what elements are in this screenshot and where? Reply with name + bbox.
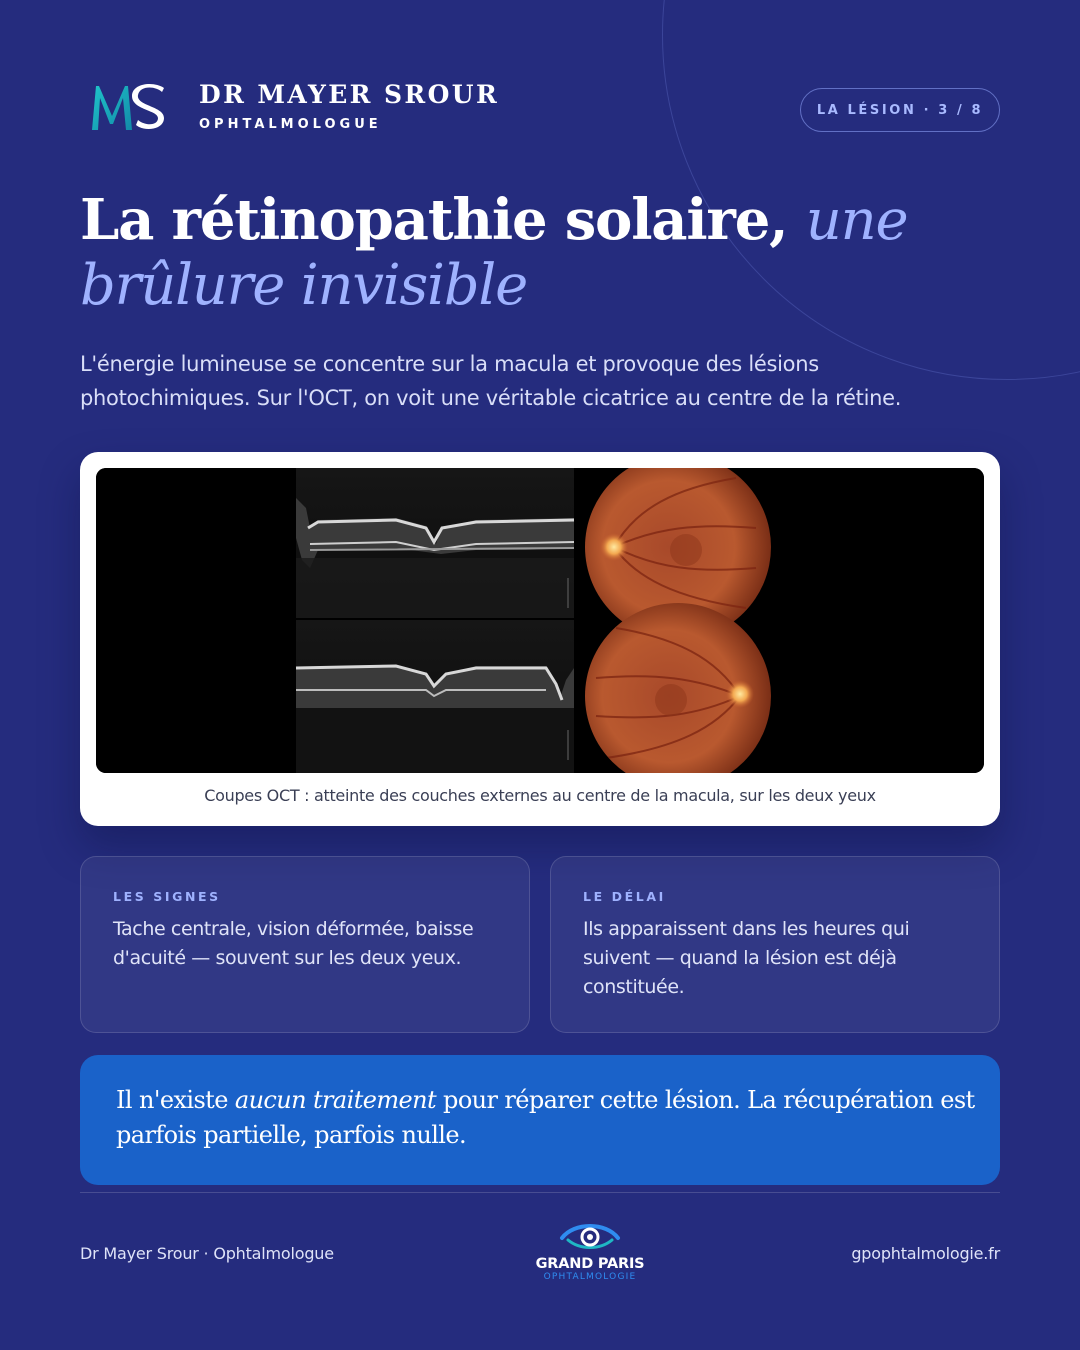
signs-label: LES SIGNES	[113, 889, 221, 904]
signs-card	[80, 856, 530, 1033]
figure-card	[80, 452, 1000, 826]
grand-paris-logo	[520, 1218, 660, 1290]
footer-website-link[interactable]: gpophtalmologie.fr	[851, 1244, 1000, 1263]
callout-before: Il n'existe	[116, 1086, 235, 1114]
delay-label: LE DÉLAI	[583, 889, 666, 904]
delay-text: Ils apparaissent dans les heures qui suivent — quand la lésion est déjà constituée.	[583, 918, 910, 998]
eye-icon	[558, 1218, 622, 1254]
callout-emphasis: aucun traitement	[234, 1086, 437, 1114]
brand-name: DR MAYER SROUR	[199, 80, 500, 109]
footer-logo-sub: OPHTALMOLOGIE	[543, 1272, 637, 1282]
footer-author: Dr Mayer Srour · Ophtalmologue	[80, 1244, 334, 1263]
title-accent-1: une	[805, 188, 908, 253]
callout-after: pour réparer cette lésion. La récupération est parfois partielle, parfois nulle.	[116, 1086, 975, 1149]
delay-card	[550, 856, 1000, 1033]
intro-paragraph: L'énergie lumineuse se concentre sur la macula et provoque des lésions photochimiques. Sur l'OCT, on voit une véritable cicatrice au centre de la rétine.	[80, 352, 902, 410]
oct-image	[96, 468, 984, 773]
ms-logo	[90, 82, 170, 134]
callout-text	[116, 1083, 976, 1153]
footer-divider	[80, 1192, 1000, 1193]
signs-text: Tache centrale, vision déformée, baisse d'acuité — souvent sur les deux yeux.	[113, 918, 474, 969]
brand-subtitle: OPHTALMOLOGUE	[199, 117, 382, 132]
title-accent-2: brûlure invisible	[80, 253, 528, 318]
footer-logo-name: GRAND PARIS	[535, 1256, 645, 1272]
title-main: La rétinopathie solaire,	[80, 187, 788, 253]
callout-box	[80, 1055, 1000, 1185]
page-title	[80, 188, 980, 318]
figure-caption: Coupes OCT : atteinte des couches externes au centre de la macula, sur les deux yeux	[204, 786, 876, 805]
step-badge: LA LÉSION · 3 / 8	[800, 88, 1000, 132]
